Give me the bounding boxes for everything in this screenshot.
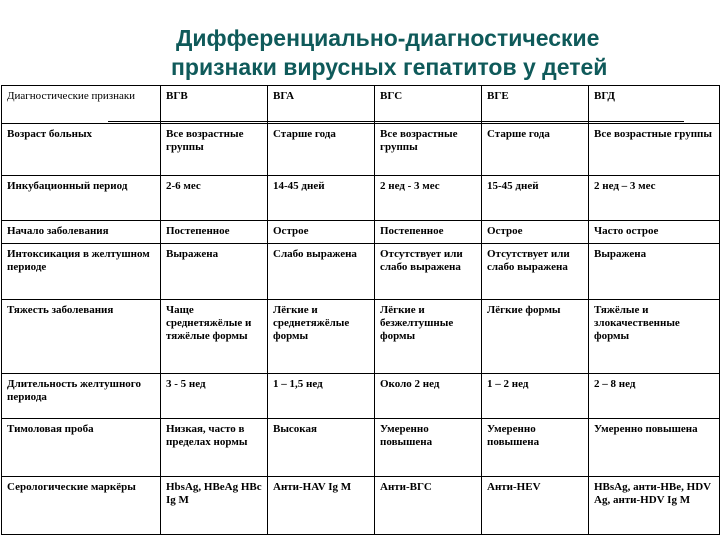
title-line-1: Дифференциально-диагностические [176,25,600,51]
table-row [2,374,720,419]
row-label: Длительность желтушного периода [2,374,161,419]
table-cell: 2 нед – 3 мес [589,176,720,221]
table-cell: Анти-HAV Ig M [268,477,375,535]
table-cell: Острое [268,221,375,244]
header-cell-hav: ВГА [268,86,375,124]
header-cell-hev: ВГЕ [482,86,589,124]
row-label: Интоксикация в желтушном периоде [2,244,161,300]
row-label: Тимоловая проба [2,419,161,477]
table-cell: 2-6 мес [161,176,268,221]
diagnostic-table [1,85,720,535]
table-cell: Чаще среднетяжёлые и тяжёлые формы [161,300,268,374]
row-label: Инкубационный период [2,176,161,221]
header-underline [108,121,684,122]
table-cell: Высокая [268,419,375,477]
table-cell: 15-45 дней [482,176,589,221]
table-cell: HBsAg, анти-HBe, HDV Ag, анти-HDV Ig M [589,477,720,535]
table-cell: Умеренно повышена [375,419,482,477]
row-label: Начало заболевания [2,221,161,244]
row-label: Возраст больных [2,124,161,176]
table-cell: 14-45 дней [268,176,375,221]
table-cell: Часто острое [589,221,720,244]
table-cell: Постепенное [161,221,268,244]
table-row [2,477,720,535]
row-label: Тяжесть заболевания [2,300,161,374]
table-cell: Все возрастные группы [375,124,482,176]
header-cell-criteria: Диагностические признаки [2,86,161,124]
table-cell: Анти-HEV [482,477,589,535]
table-row [2,244,720,300]
table-cell: Выражена [161,244,268,300]
table-cell: Все возрастные группы [161,124,268,176]
table-cell: Умеренно повышена [482,419,589,477]
table-cell: Отсутствует или слабо выражена [375,244,482,300]
table-cell: Анти-ВГС [375,477,482,535]
table-cell: 2 – 8 нед [589,374,720,419]
table-row [2,176,720,221]
table-cell: HbsAg, HBeAg HBc Ig M [161,477,268,535]
table-cell: Старше года [268,124,375,176]
table-row [2,419,720,477]
row-label: Серологические маркёры [2,477,161,535]
table-cell: 1 – 2 нед [482,374,589,419]
header-cell-hdv: ВГД [589,86,720,124]
header-cell-hcv: ВГС [375,86,482,124]
table-cell: Лёгкие и безжелтушные формы [375,300,482,374]
table-cell: 1 – 1,5 нед [268,374,375,419]
table-cell: Низкая, часто в пределах нормы [161,419,268,477]
table-cell: Отсутствует или слабо выражена [482,244,589,300]
table-header-row [2,86,720,124]
table-cell: Все возрастные группы [589,124,720,176]
table-cell: Выражена [589,244,720,300]
table-cell: Тяжёлые и злокачественные формы [589,300,720,374]
table-cell: 2 нед - 3 мес [375,176,482,221]
table-cell: Слабо выражена [268,244,375,300]
table-cell: Острое [482,221,589,244]
table-cell: 3 - 5 нед [161,374,268,419]
table-cell: Лёгкие и среднетяжёлые формы [268,300,375,374]
title-line-2: признаки вирусных гепатитов у детей [171,54,608,80]
header-cell-hbv: ВГВ [161,86,268,124]
table-cell: Постепенное [375,221,482,244]
table-cell: Старше года [482,124,589,176]
table-cell: Умеренно повышена [589,419,720,477]
table-row [2,124,720,176]
page-title [0,24,720,82]
table-row [2,300,720,374]
table-row [2,221,720,244]
table-cell: Около 2 нед [375,374,482,419]
table-cell: Лёгкие формы [482,300,589,374]
